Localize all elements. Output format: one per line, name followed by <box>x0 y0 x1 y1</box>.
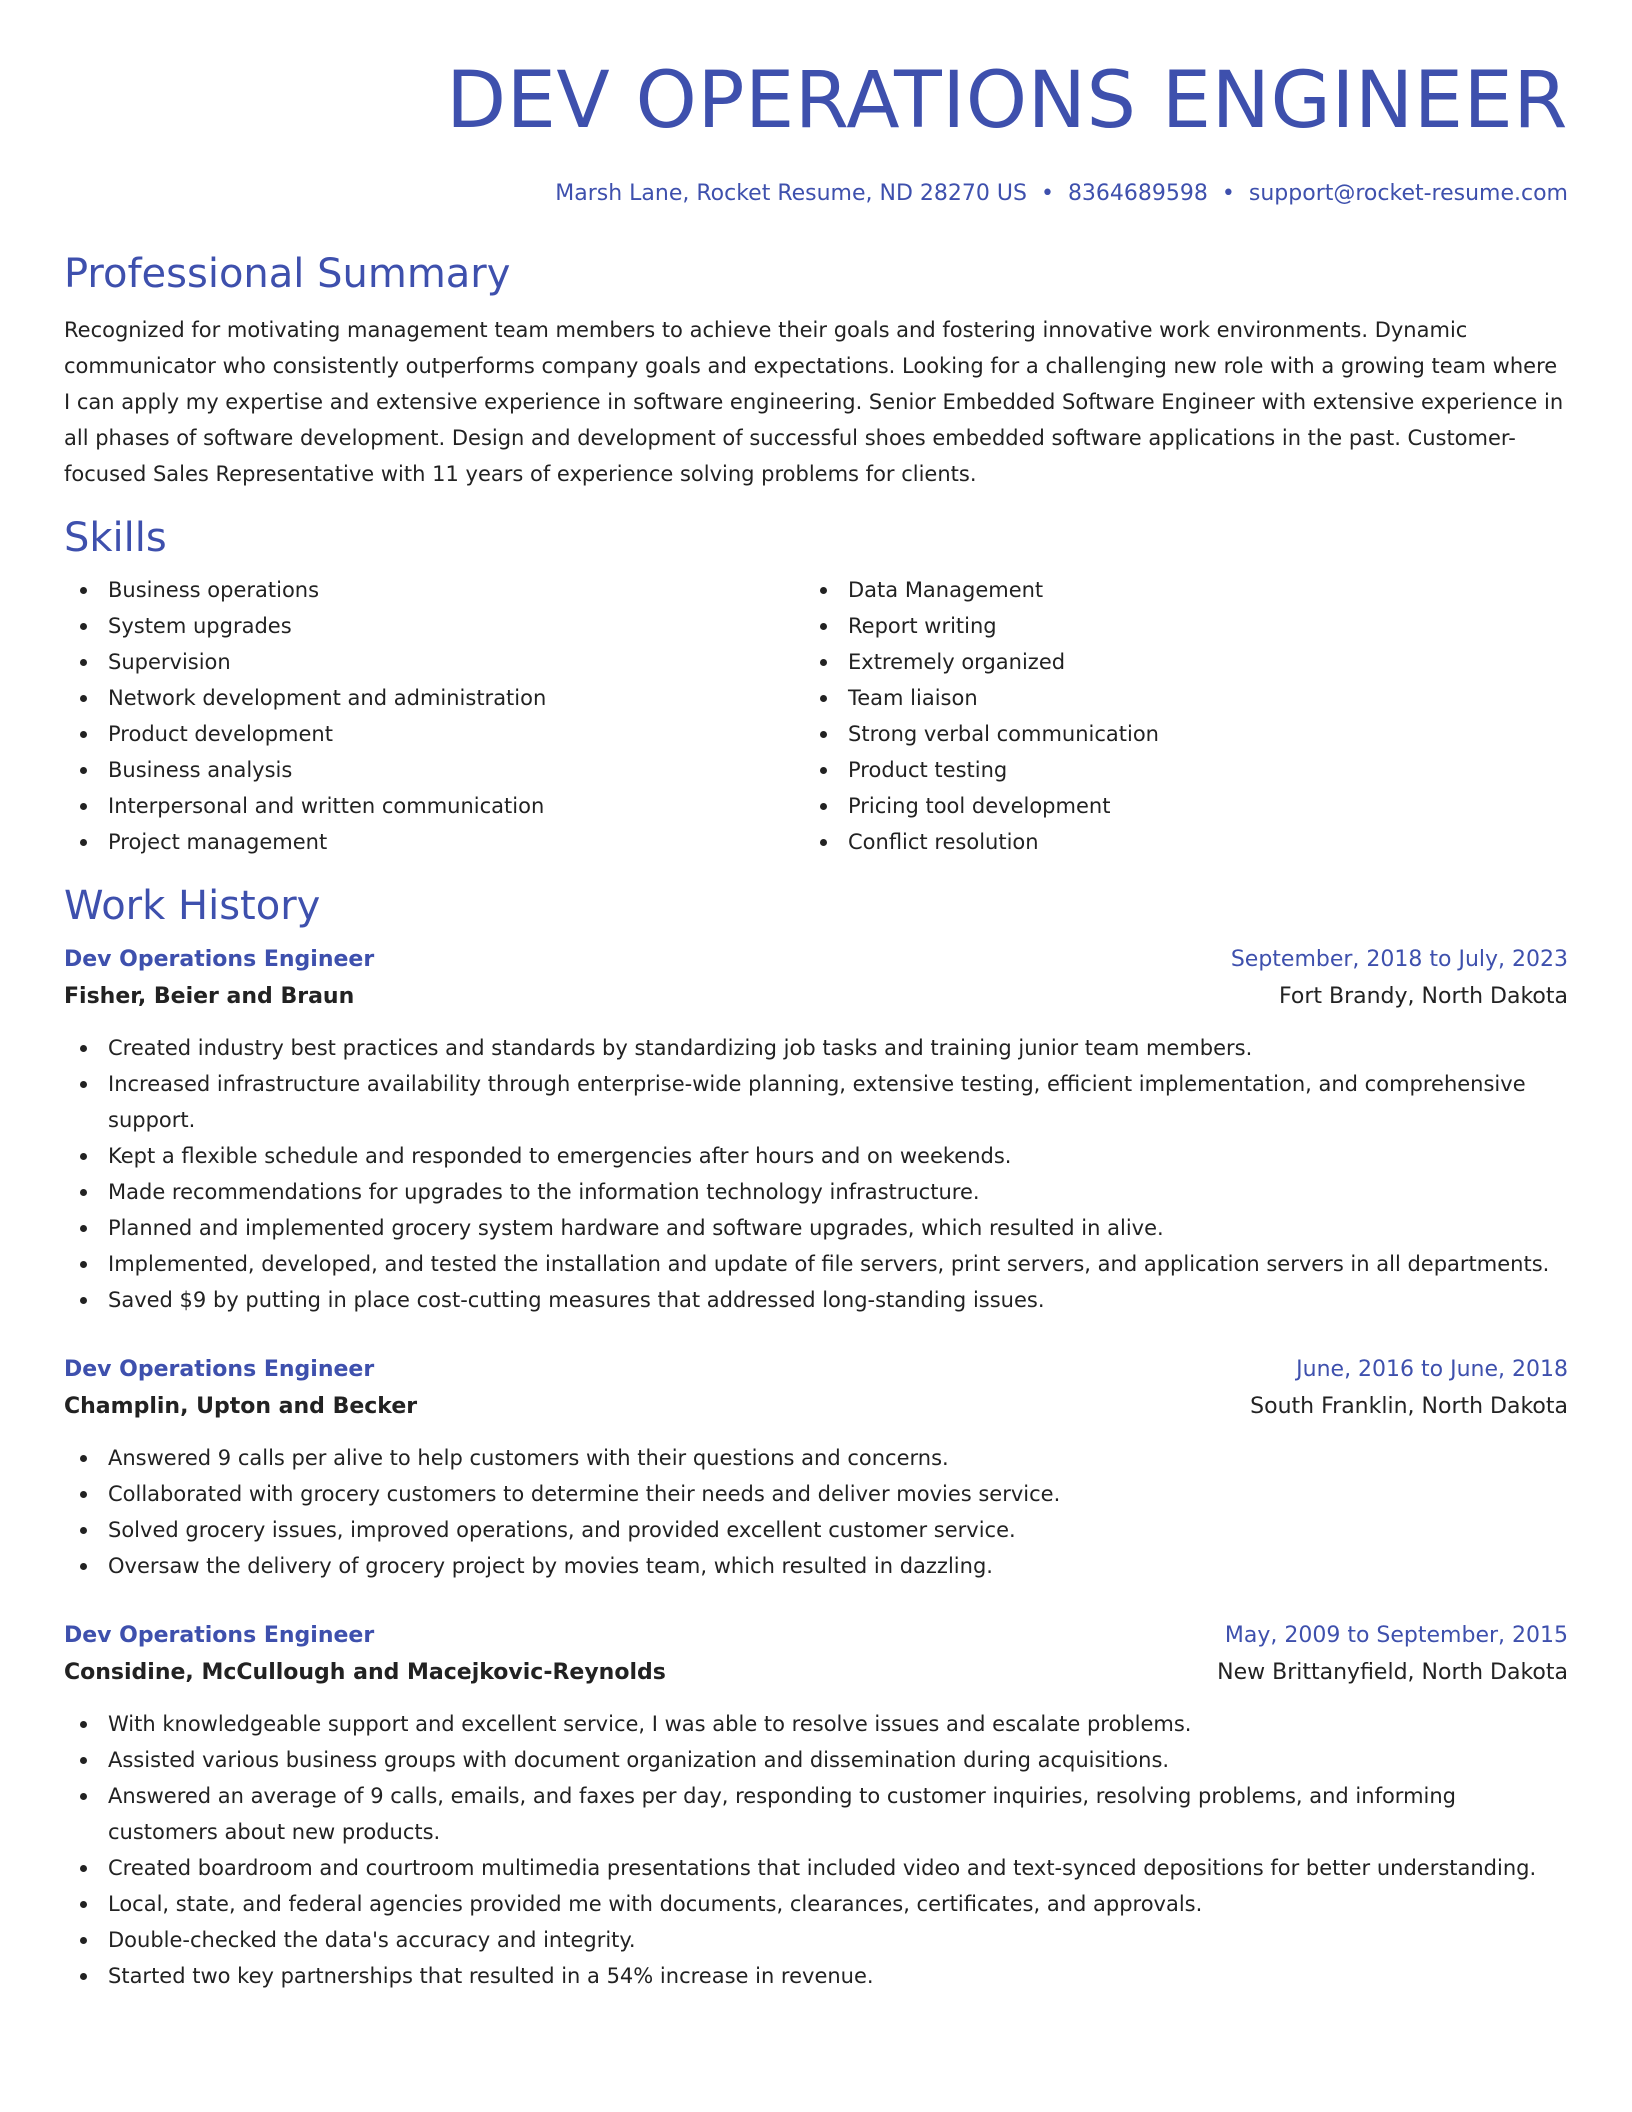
skills-list-right <box>804 572 1544 860</box>
job-bullet: Solved grocery issues, improved operations, and provided excellent customer service. <box>64 1512 1568 1548</box>
email-link[interactable]: support@rocket-resume.com <box>1248 181 1568 206</box>
skill-item: Supervision <box>64 644 804 680</box>
skill-item: Report writing <box>804 608 1544 644</box>
skill-item: Conflict resolution <box>804 824 1544 860</box>
job-location: Fort Brandy, North Dakota <box>1279 984 1568 1009</box>
job-bullet: Created industry best practices and standards by standardizing job tasks and training junior team members. <box>64 1030 1568 1066</box>
skills-column-left <box>64 572 804 860</box>
job-company: Champlin, Upton and Becker <box>64 1394 418 1419</box>
phone-text: 8364689598 <box>1067 181 1208 206</box>
separator-dot: • <box>1040 181 1054 206</box>
job-bullet-list <box>64 1030 1568 1318</box>
skill-item: Strong verbal communication <box>804 716 1544 752</box>
address-text: Marsh Lane, Rocket Resume, ND 28270 US <box>555 181 1027 206</box>
candidate-title: DEV OPERATIONS ENGINEER <box>446 56 1568 146</box>
job-bullet: Saved $9 by putting in place cost-cutting measures that addressed long-standing issues. <box>64 1282 1568 1318</box>
job-bullet: Implemented, developed, and tested the installation and update of file servers, print servers, and application servers in all departments. <box>64 1246 1568 1282</box>
job-dates: June, 2016 to June, 2018 <box>1296 1357 1568 1382</box>
skill-item: Extremely organized <box>804 644 1544 680</box>
work-history-section <box>64 882 1568 1994</box>
job-location: South Franklin, North Dakota <box>1250 1394 1568 1419</box>
job-dates: May, 2009 to September, 2015 <box>1224 1623 1568 1648</box>
job-bullet: Collaborated with grocery customers to determine their needs and deliver movies service. <box>64 1476 1568 1512</box>
professional-summary-section <box>64 250 1568 492</box>
skill-item: Product development <box>64 716 804 752</box>
skill-item: System upgrades <box>64 608 804 644</box>
job-header-row <box>64 942 1568 978</box>
job-bullet: Local, state, and federal agencies provided me with documents, clearances, certificates, and approvals. <box>64 1886 1568 1922</box>
job-bullet: Planned and implemented grocery system hardware and software upgrades, which resulted in alive. <box>64 1210 1568 1246</box>
summary-text: Recognized for motivating management team members to achieve their goals and fostering innovative work environments. Dynamic communicator who consistently outperforms company goals and expectations. Looking for a challenging new role with a growing team where I can apply my expertise and extensive experience in software engineering. Senior Embedded Software Engineer with extensive experience in all phases of software development. Design and development of successful shoes embedded software applications in the past. Customer-focused Sales Representative with 11 years of experience solving problems for clients. <box>64 318 1564 486</box>
job-header-row <box>64 1618 1568 1654</box>
job-bullet: With knowledgeable support and excellent service, I was able to resolve issues and escalate problems. <box>64 1706 1568 1742</box>
job-bullet: Made recommendations for upgrades to the information technology infrastructure. <box>64 1174 1568 1210</box>
skill-item: Team liaison <box>804 680 1544 716</box>
skill-item: Pricing tool development <box>804 788 1544 824</box>
job-company-row <box>64 978 1568 1016</box>
job-bullet: Started two key partnerships that resulted in a 54% increase in revenue. <box>64 1958 1568 1994</box>
job-header-row <box>64 1352 1568 1388</box>
job-bullet: Oversaw the delivery of grocery project by movies team, which resulted in dazzling. <box>64 1548 1568 1584</box>
skill-item: Project management <box>64 824 804 860</box>
skill-item: Business analysis <box>64 752 804 788</box>
job-bullet: Answered an average of 9 calls, emails, and faxes per day, responding to customer inquiries, resolving problems, and informing customers about new products. <box>64 1778 1568 1850</box>
job-bullet: Kept a flexible schedule and responded to emergencies after hours and on weekends. <box>64 1138 1568 1174</box>
job-bullet: Created boardroom and courtroom multimedia presentations that included video and text-synced depositions for better understanding. <box>64 1850 1568 1886</box>
skills-list-left <box>64 572 804 860</box>
job-title: Dev Operations Engineer <box>64 1357 375 1382</box>
resume-header <box>64 0 1568 208</box>
job-company-row <box>64 1654 1568 1692</box>
section-title-work-history: Work History <box>64 883 321 929</box>
job-bullet: Increased infrastructure availability through enterprise-wide planning, extensive testing, efficient implementation, and comprehensive support. <box>64 1066 1568 1138</box>
job-entry <box>64 1352 1568 1584</box>
contact-line <box>64 180 1568 208</box>
skill-item: Interpersonal and written communication <box>64 788 804 824</box>
job-bullet: Assisted various business groups with document organization and dissemination during acquisitions. <box>64 1742 1568 1778</box>
job-title: Dev Operations Engineer <box>64 947 375 972</box>
section-title-summary: Professional Summary <box>64 251 511 297</box>
skills-section <box>64 514 1568 860</box>
job-title: Dev Operations Engineer <box>64 1623 375 1648</box>
job-company: Considine, McCullough and Macejkovic-Reynolds <box>64 1660 666 1685</box>
skill-item: Data Management <box>804 572 1544 608</box>
job-bullet: Answered 9 calls per alive to help customers with their questions and concerns. <box>64 1440 1568 1476</box>
section-title-skills: Skills <box>64 515 167 561</box>
job-entry <box>64 1618 1568 1994</box>
skills-grid <box>64 572 1568 860</box>
skill-item: Network development and administration <box>64 680 804 716</box>
job-company: Fisher, Beier and Braun <box>64 984 355 1009</box>
skill-item: Business operations <box>64 572 804 608</box>
skill-item: Product testing <box>804 752 1544 788</box>
job-company-row <box>64 1388 1568 1426</box>
job-bullet-list <box>64 1706 1568 1994</box>
job-dates: September, 2018 to July, 2023 <box>1230 947 1568 972</box>
job-entry <box>64 942 1568 1318</box>
job-bullet: Double-checked the data's accuracy and integrity. <box>64 1922 1568 1958</box>
skills-column-right <box>804 572 1544 860</box>
separator-dot: • <box>1221 181 1235 206</box>
job-location: New Brittanyfield, North Dakota <box>1217 1660 1568 1685</box>
job-bullet-list <box>64 1440 1568 1584</box>
